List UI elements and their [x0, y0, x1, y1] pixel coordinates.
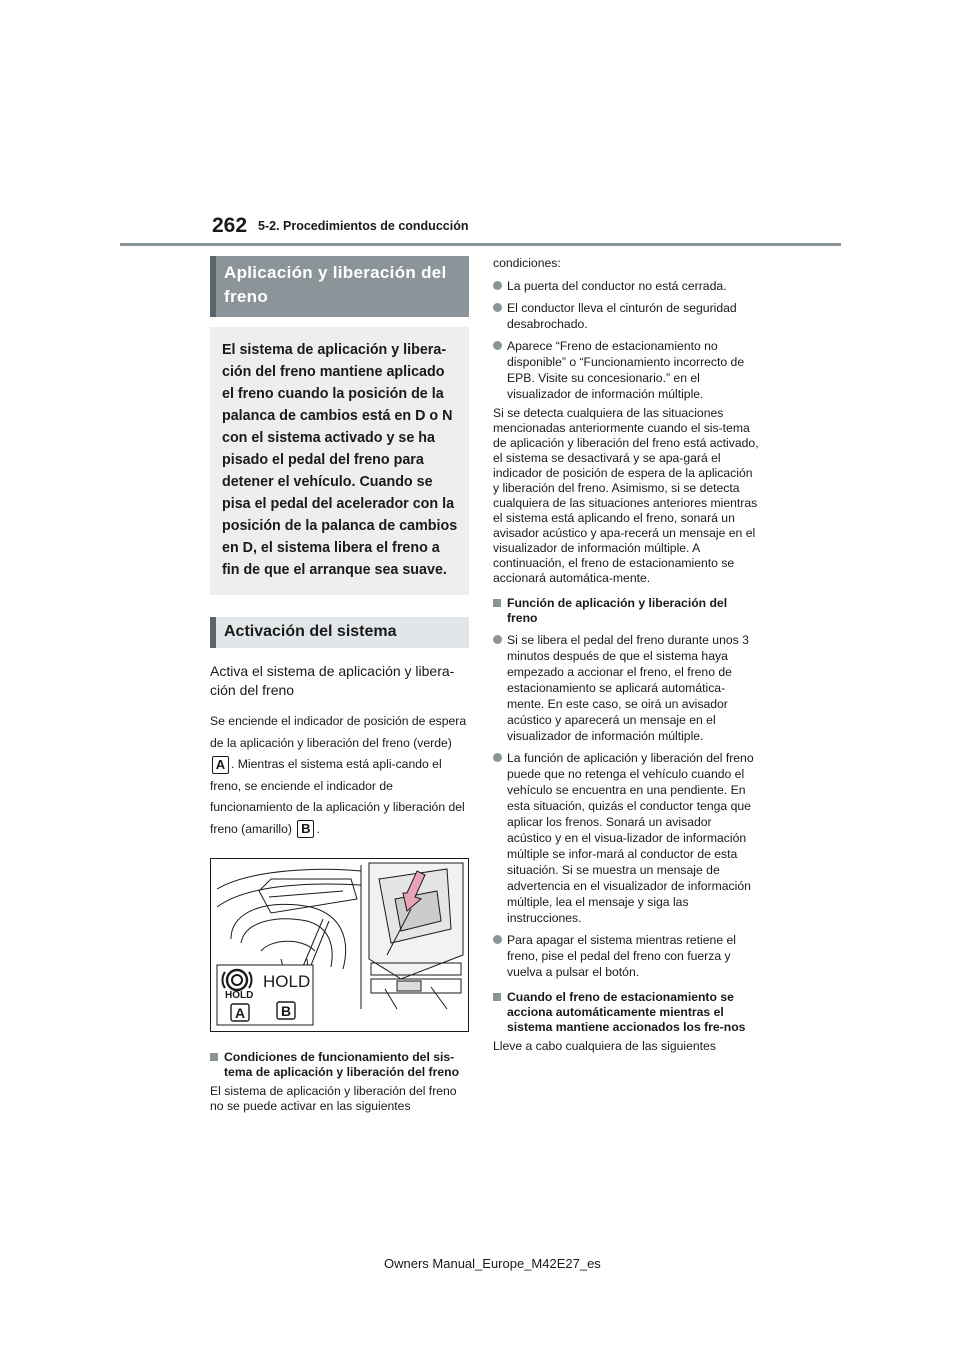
bullet-icon [493, 341, 502, 350]
parking-text: Lleve a cabo cualquiera de las siguientes [493, 1039, 716, 1053]
bullet-text: Si se libera el pedal del freno durante unos 3 minutos después de que el sistema haya empezado a accionar el freno, el freno de estacionamiento se aplicará automática-mente. En este caso, se oirá un avisador acústico y aparecerá un mensaje en el visualizador de información múltiple. [507, 633, 749, 743]
conditions-heading [210, 1050, 469, 1080]
left-column [210, 256, 469, 1114]
bullet-icon [493, 935, 502, 944]
bullet-icon [493, 281, 502, 290]
conditions-heading-text: Condiciones de funcionamiento del sis-tema de aplicación y liberación del freno [224, 1050, 460, 1079]
dashboard-illustration [210, 858, 469, 1032]
bullet-text: El conductor lleva el cinturón de seguridad desabrochado. [507, 301, 737, 331]
list-item [493, 278, 759, 294]
square-bullet-icon [210, 1053, 218, 1061]
continued-text: condiciones: [493, 256, 561, 270]
label-a: A [235, 1005, 246, 1021]
footer-text: Owners Manual_Europe_M42E27_es [384, 1256, 601, 1271]
parking-heading [493, 990, 759, 1035]
parking-heading-text: Cuando el freno de estacionamiento se acciona automáticamente mientras el sistema mantiene accionados los fre-nos [507, 990, 746, 1034]
main-heading: Aplicación y liberación del freno [210, 256, 469, 317]
bullet-icon [493, 303, 502, 312]
square-bullet-icon [493, 993, 501, 1001]
intro-box [210, 327, 469, 595]
hold-small-label: HOLD [225, 990, 254, 1001]
square-bullet-icon [493, 599, 501, 607]
label-b: B [281, 1003, 292, 1019]
badge-a: A [212, 756, 229, 774]
conditions-text: El sistema de aplicación y liberación del freno no se puede activar en las siguientes [210, 1084, 457, 1113]
list-item [493, 932, 759, 980]
bullet-icon [493, 753, 502, 762]
step-text-2: . Mientras el sistema está apli-cando el freno, se enciende el indicador de funcionamiento de la aplicación y liberación del freno (amarillo) [210, 757, 465, 836]
section-title: 5-2. Procedimientos de conducción [258, 219, 469, 233]
function-heading [493, 596, 759, 626]
list-item [493, 338, 759, 402]
step-text-1: Se enciende el indicador de posición de espera de la aplicación y liberación del freno (verde) [210, 714, 467, 750]
dashboard-drawing [211, 859, 468, 1031]
list-item [493, 632, 759, 744]
list-item [493, 750, 759, 926]
list-item [493, 300, 759, 332]
bullet-icon [493, 635, 502, 644]
hold-large-label: HOLD [263, 972, 311, 991]
detection-paragraph: Si se detecta cualquiera de las situaciones mencionadas anteriormente cuando el sis-tema de aplicación y liberación del freno está activado, el sistema se desactivará y se apa-gará el indicador de posición de espera de la aplicación y liberación del freno. Asimismo, si se detecta cualquiera de las situaciones anteriores mientras el sistema está aplicando el freno, sonará un avisador acústico y apa-recerá un mensaje en el visualizador de información múltiple. A continuación, el freno de estacionamiento se accionará automática-mente. [493, 406, 759, 585]
bullet-text: Para apagar el sistema mientras retiene el freno, pise el pedal del freno con fuerza y vuelva a pulsar el botón. [507, 933, 736, 979]
page-number: 262 [212, 214, 248, 237]
badge-b: B [297, 820, 314, 838]
activation-heading: Activación del sistema [210, 617, 469, 648]
bullet-text: Aparece “Freno de estacionamiento no disponible” o “Funcionamiento incorrecto de EPB. Visite su concesionario.” en el visualizador de información múltiple. [507, 339, 745, 401]
step-title: Activa el sistema de aplicación y libera-ción del freno [210, 663, 455, 698]
bullet-text: La puerta del conductor no está cerrada. [507, 279, 727, 293]
step-description [210, 711, 469, 840]
header-divider [120, 243, 841, 246]
step-text-3: . [316, 821, 320, 836]
right-column [493, 256, 759, 1054]
intro-text: El sistema de aplicación y libera-ción del freno mantiene aplicado el freno cuando la posición de la palanca de cambios está en D o N con el sistema activado y se ha pisado el pedal del freno para detener el vehículo. Cuando se pisa el pedal del acelerador con la posición de la palanca de cambios en D, el sistema libera el freno a fin de que el arranque sea suave. [222, 342, 458, 578]
function-heading-text: Función de aplicación y liberación del freno [507, 596, 728, 625]
bullet-text: La función de aplicación y liberación del freno puede que no retenga el vehículo cuando el vehículo se encuentra en una pendiente. En esta situación, quizás el conductor tenga que aplicar los frenos. Sonará un avisador acústico y en el visua-lizador de información múltiple se infor-mará al conductor de esta situación. Si se muestra un mensaje de advertencia en el visualizador de información múltiple, lea el mensaje y siga las instrucciones. [507, 751, 754, 925]
